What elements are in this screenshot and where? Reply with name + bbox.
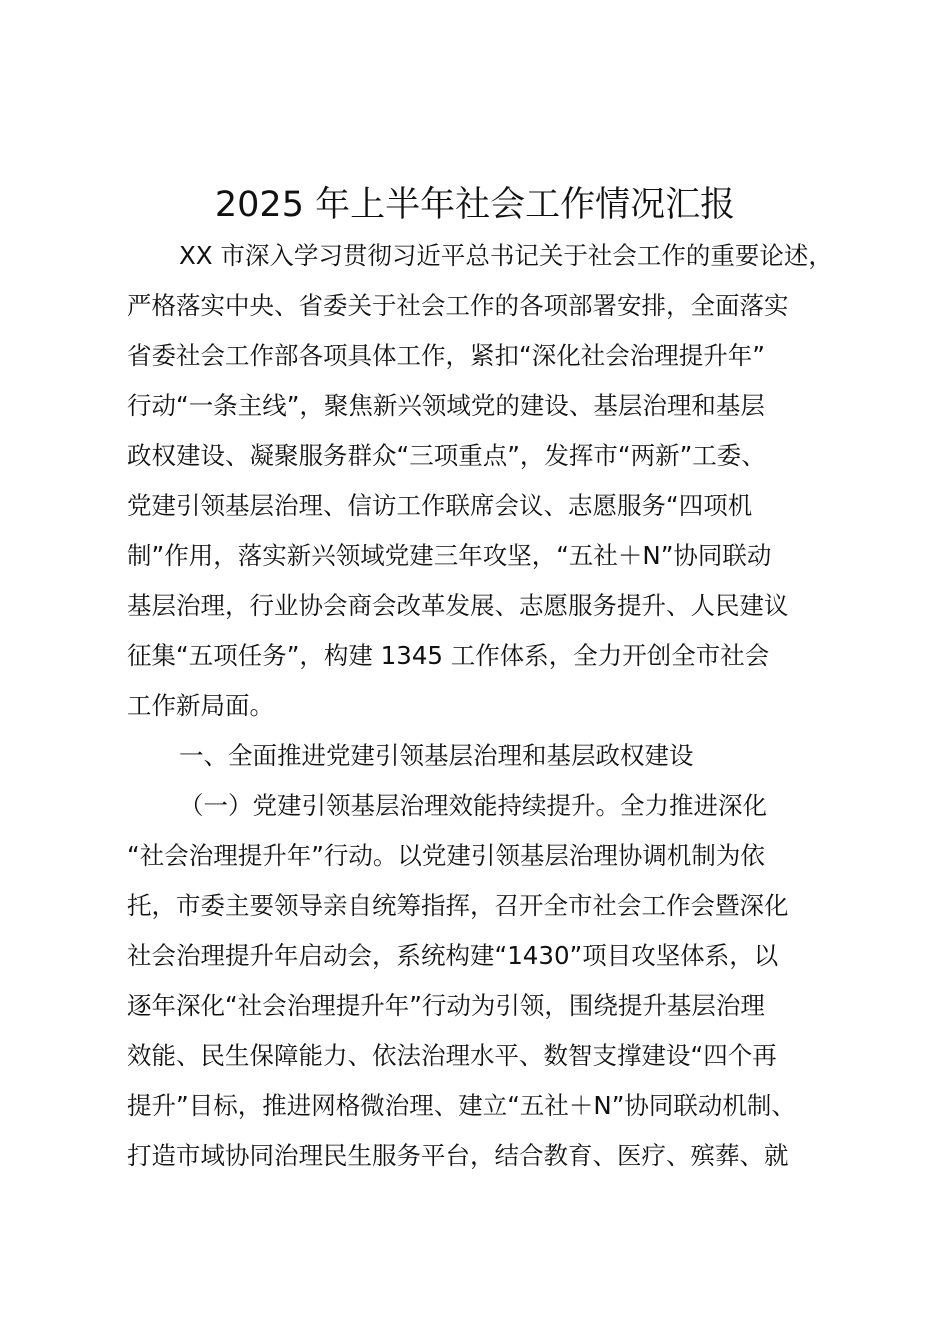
paragraph-line: 工作新局面。 — [127, 691, 274, 720]
paragraph-line: 党建引领基层治理、信访工作联席会议、志愿服务“四项机 — [127, 491, 753, 520]
paragraph-line: 提升”目标，推进网格微治理、建立“五社＋N”协同联动机制、 — [127, 1091, 796, 1120]
paragraph-line: 省委社会工作部各项具体工作，紧扣“深化社会治理提升年” — [127, 341, 765, 370]
intro-paragraph — [127, 231, 837, 731]
paragraph-line: 严格落实中央、省委关于社会工作的各项部署安排，全面落实 — [127, 291, 789, 320]
paragraph-line: （一）党建引领基层治理效能持续提升。全力推进深化 — [179, 791, 767, 820]
document-title: 2025 年上半年社会工作情况汇报 — [214, 185, 736, 225]
paragraph-line: 打造市域协同治理民生服务平台，结合教育、医疗、殡葬、就 — [127, 1141, 789, 1170]
paragraph-line: 托，市委主要领导亲自统筹指挥，召开全市社会工作会暨深化 — [127, 891, 789, 920]
section-heading-text: 一、全面推进党建引领基层治理和基层政权建设 — [179, 741, 694, 770]
paragraph-line: 逐年深化“社会治理提升年”行动为引领，围绕提升基层治理 — [127, 991, 765, 1020]
section-heading — [127, 731, 837, 781]
section-paragraph — [127, 781, 837, 1181]
paragraph-line: 征集“五项任务”，构建 1345 工作体系，全力开创全市社会 — [127, 641, 770, 670]
paragraph-line: 政权建设、凝聚服务群众“三项重点”，发挥市“两新”工委、 — [127, 441, 766, 470]
paragraph-line: 社会治理提升年启动会，系统构建“1430”项目攻坚体系，以 — [127, 941, 779, 970]
paragraph-line: 行动“一条主线”，聚焦新兴领域党的建设、基层治理和基层 — [127, 391, 765, 420]
paragraph-line: 基层治理，行业协会商会改革发展、志愿服务提升、人民建议 — [127, 591, 789, 620]
paragraph-line: “社会治理提升年”行动。以党建引领基层治理协调机制为依 — [127, 841, 765, 870]
paragraph-line: 效能、民生保障能力、依法治理水平、数智支撑建设“四个再 — [127, 1041, 777, 1070]
paragraph-line: XX 市深入学习贯彻习近平总书记关于社会工作的重要论述， — [179, 241, 833, 270]
paragraph-line: 制”作用，落实新兴领域党建三年攻坚，“五社＋N”协同联动 — [127, 541, 772, 570]
